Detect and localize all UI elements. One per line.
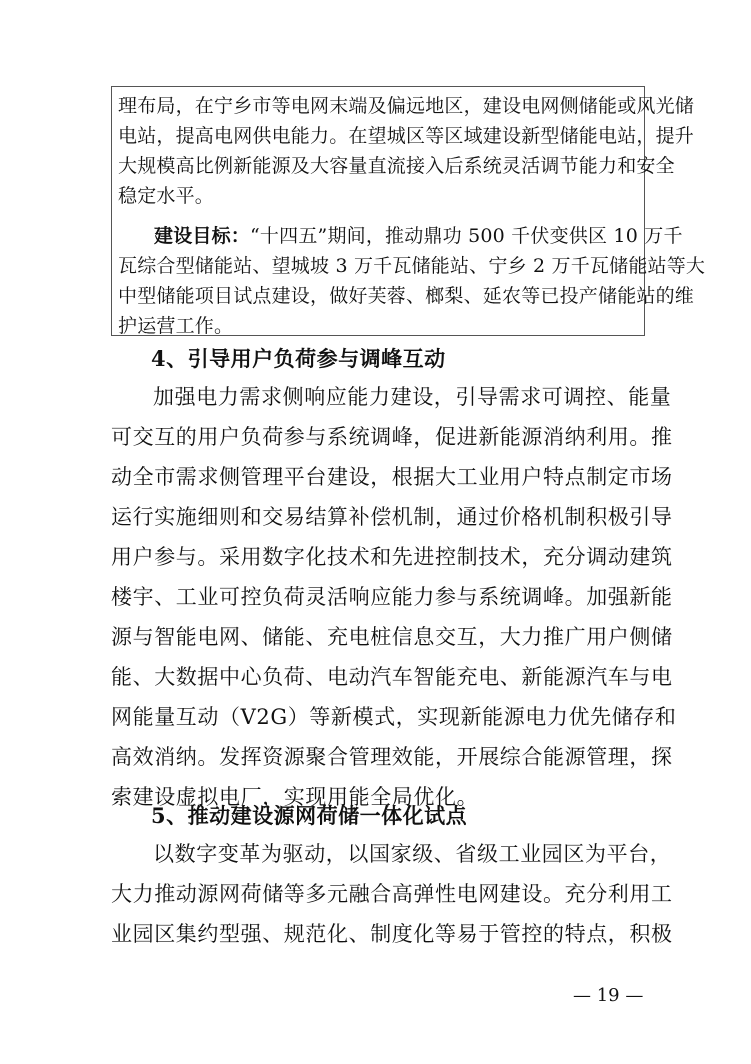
boxed-passage bbox=[111, 86, 706, 337]
body-line: 高效消纳。发挥资源聚合管理效能，开展综合能源管理，探 bbox=[111, 745, 673, 769]
body-line: 业园区集约型强、规范化、制度化等易于管控的特点，积极 bbox=[111, 922, 673, 946]
body-line: 源与智能电网、储能、充电桩信息交互，大力推广用户侧储 bbox=[111, 625, 673, 649]
box-line: 理布局，在宁乡市等电网末端及偏远地区，建设电网侧储能或风光储 bbox=[118, 95, 695, 117]
body-line: 能、大数据中心负荷、电动汽车智能充电、新能源汽车与电 bbox=[111, 665, 673, 689]
body-line: 用户参与。采用数字化技术和先进控制技术，充分调动建筑 bbox=[111, 545, 673, 569]
box-line: 稳定水平。 bbox=[118, 185, 215, 207]
box-goal-line bbox=[118, 221, 683, 251]
body-line: 楼宇、工业可控负荷灵活响应能力参与系统调峰。加强新能 bbox=[111, 585, 673, 609]
body-line: 大力推动源网荷储等多元融合高弹性电网建设。充分利用工 bbox=[111, 882, 673, 906]
body-line: 运行实施细则和交易结算补偿机制，通过价格机制积极引导 bbox=[111, 505, 673, 529]
section-5-body bbox=[111, 834, 673, 954]
box-line: 中型储能项目试点建设，做好芙蓉、榔梨、延农等已投产储能站的维 bbox=[118, 285, 695, 307]
goal-text: “十四五”期间，推动鼎功 500 千伏变供区 10 万千 bbox=[250, 225, 683, 247]
section-heading-5: 5、推动建设源网荷储一体化试点 bbox=[151, 803, 468, 828]
body-line: 加强电力需求侧响应能力建设，引导需求可调控、能量 bbox=[153, 385, 672, 409]
body-line: 以数字变革为驱动，以国家级、省级工业园区为平台， bbox=[153, 842, 672, 866]
section-heading-4: 4、引导用户负荷参与调峰互动 bbox=[151, 346, 446, 371]
body-line: 索建设虚拟电厂，实现用能全局优化。 bbox=[111, 785, 479, 809]
box-line: 电站，提高电网供电能力。在望城区等区域建设新型储能电站，提升 bbox=[118, 125, 695, 147]
page-number: — 19 — bbox=[573, 985, 644, 1006]
body-line: 动全市需求侧管理平台建设，根据大工业用户特点制定市场 bbox=[111, 465, 673, 489]
box-line: 大规模高比例新能源及大容量直流接入后系统灵活调节能力和安全 bbox=[118, 155, 675, 177]
section-4-body bbox=[111, 377, 677, 817]
paragraph-gap bbox=[118, 211, 638, 221]
body-line: 网能量互动（V2G）等新模式，实现新能源电力优先储存和 bbox=[111, 705, 677, 729]
body-line: 可交互的用户负荷参与系统调峰，促进新能源消纳利用。推 bbox=[111, 425, 673, 449]
goal-label: 建设目标： bbox=[154, 225, 251, 247]
box-line: 瓦综合型储能站、望城坡 3 万千瓦储能站、宁乡 2 万千瓦储能站等大 bbox=[118, 255, 706, 277]
box-line: 护运营工作。 bbox=[118, 315, 234, 337]
